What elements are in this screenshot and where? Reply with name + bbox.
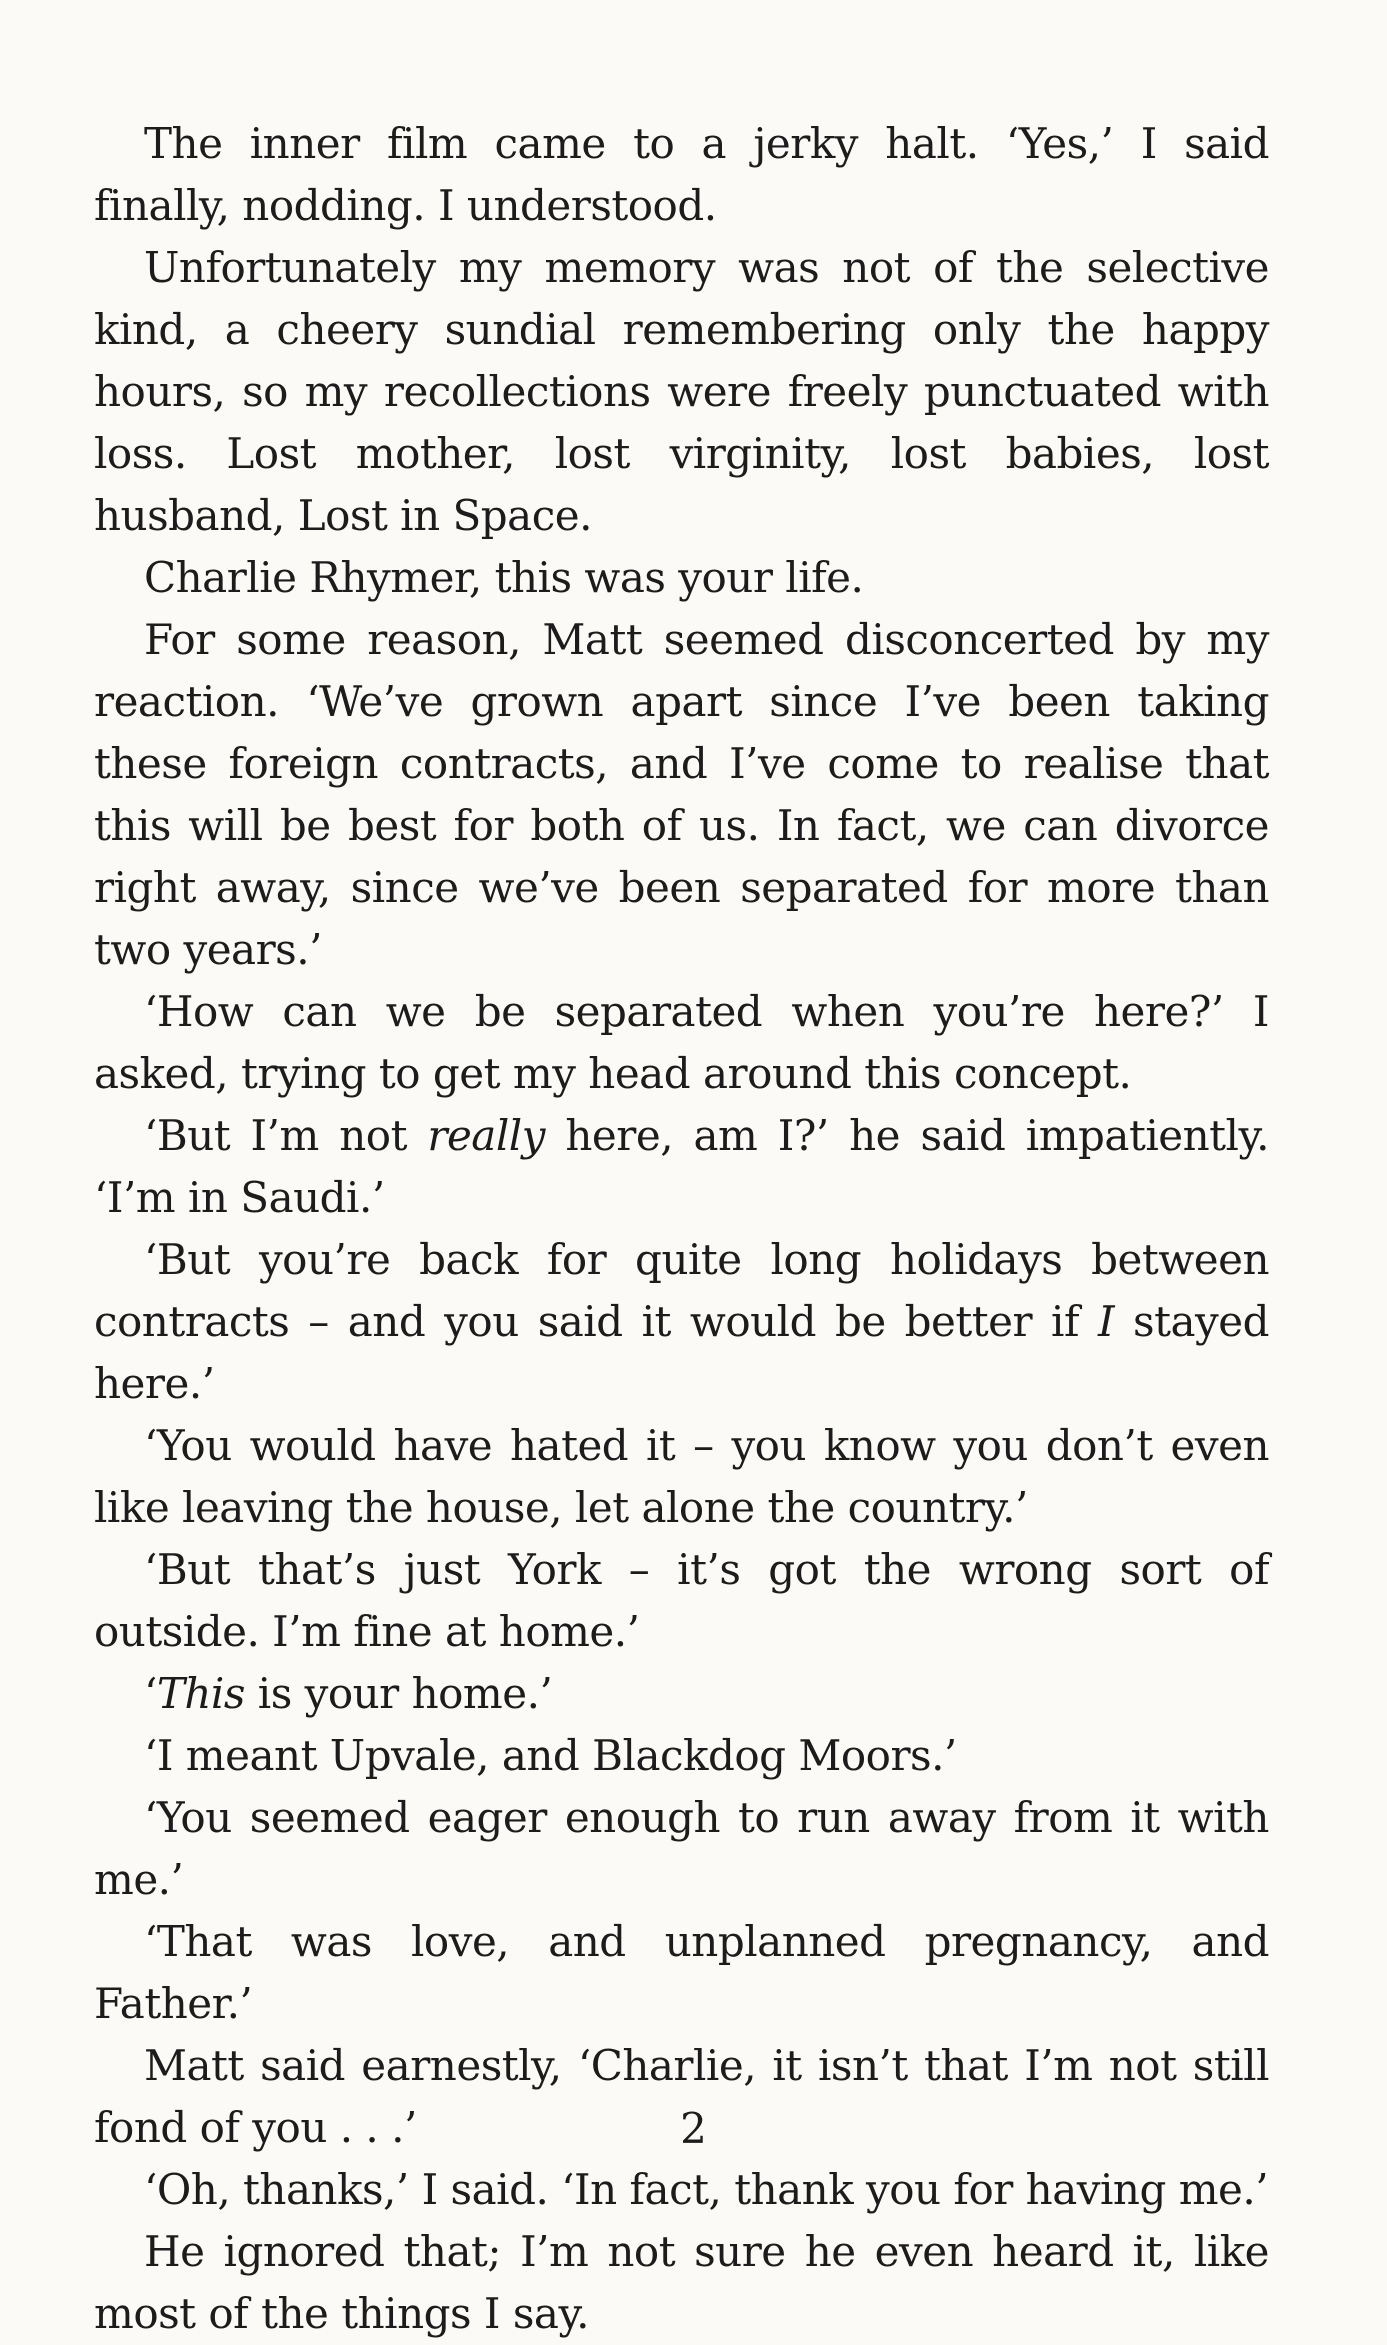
paragraph: Charlie Rhymer, this was your life. [144, 553, 864, 602]
paragraph: ‘You would have hated it – you know you don’t even like leaving the house, let alone the country.’ [94, 1421, 1269, 1532]
paragraph: ‘Oh, thanks,’ I said. ‘In fact, thank you for having me.’ [144, 2165, 1269, 2214]
paragraph: ‘How can we be separated when you’re here?’ I asked, trying to get my head around this concept. [94, 987, 1269, 1098]
paragraph: ‘I meant Upvale, and Blackdog Moors.’ [144, 1731, 957, 1780]
paragraph: Unfortunately my memory was not of the selective kind, a cheery sundial remembering only the happy hours, so my recollections were freely punctuated with loss. Lost mother, lost virginity, lost babies, lost husband, Lost in Space. [94, 243, 1269, 540]
paragraph: The inner film came to a jerky halt. ‘Yes,’ I said finally, nodding. I understood. [94, 119, 1269, 230]
paragraph: ‘But I’m not really here, am I?’ he said impatiently. ‘I’m in Saudi.’ [94, 1111, 1269, 1222]
paragraph: ‘But that’s just York – it’s got the wrong sort of outside. I’m fine at home.’ [94, 1545, 1269, 1656]
paragraph: ‘This is your home.’ [144, 1669, 553, 1718]
emphasis-text: really [427, 1111, 545, 1160]
emphasis-text: This [156, 1669, 245, 1718]
page-text [94, 113, 1269, 2345]
paragraph: Matt said earnestly, ‘Charlie, it isn’t that I’m not still fond of you . . .’ [94, 2041, 1269, 2152]
emphasis-text: I [1098, 1297, 1115, 1346]
page-number: 2 [680, 2104, 707, 2153]
paragraph: For some reason, Matt seemed disconcerted by my reaction. ‘We’ve grown apart since I’ve been taking these foreign contracts, and I’ve come to realise that this will be best for both of us. In fact, we can divorce right away, since we’ve been separated for more than two years.’ [94, 615, 1269, 974]
paragraph: ‘You seemed eager enough to run away from it with me.’ [94, 1793, 1269, 1904]
paragraph: ‘But you’re back for quite long holidays between contracts – and you said it would be better if I stayed here.’ [94, 1235, 1270, 1408]
paragraph: He ignored that; I’m not sure he even heard it, like most of the things I say. [94, 2227, 1269, 2338]
paragraph: ‘That was love, and unplanned pregnancy, and Father.’ [94, 1917, 1269, 2028]
